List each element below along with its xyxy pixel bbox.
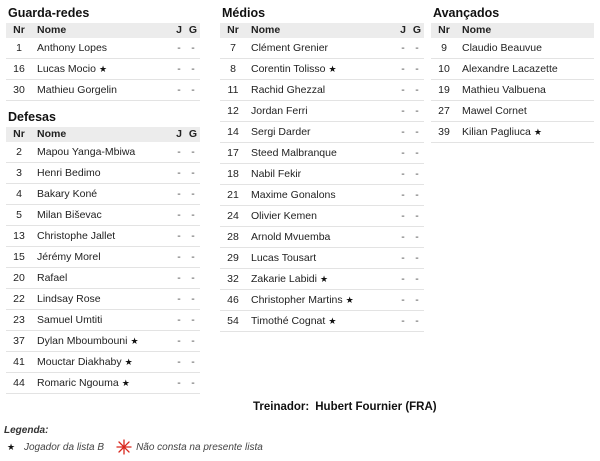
player-games: - xyxy=(172,59,186,80)
player-name: Henri Bedimo xyxy=(37,167,101,179)
header-g: G xyxy=(186,23,200,38)
player-row xyxy=(6,80,200,101)
player-games: - xyxy=(172,310,186,331)
player-number: 22 xyxy=(6,289,32,310)
player-name: Olivier Kemen xyxy=(251,210,317,222)
player-number: 11 xyxy=(220,80,246,101)
player-row xyxy=(220,311,424,332)
player-games: - xyxy=(396,38,410,59)
table-gk xyxy=(6,23,200,101)
column-mid xyxy=(220,3,424,332)
player-number: 15 xyxy=(6,247,32,268)
table-header-row xyxy=(431,23,594,38)
player-goals: - xyxy=(410,101,424,122)
player-goals: - xyxy=(186,247,200,268)
player-name: Rafael xyxy=(37,272,68,284)
table-body-gk xyxy=(6,38,200,101)
player-name-cell xyxy=(32,226,172,247)
table-fw xyxy=(431,23,594,143)
player-row xyxy=(220,248,424,269)
legend-star-text: Jogador da lista B xyxy=(24,441,105,453)
player-games: - xyxy=(172,331,186,352)
player-number: 54 xyxy=(220,311,246,332)
player-games: - xyxy=(396,143,410,164)
player-name-cell xyxy=(32,163,172,184)
player-name: Steed Malbranque xyxy=(251,147,337,159)
player-row xyxy=(220,59,424,80)
player-goals: - xyxy=(186,310,200,331)
player-games: - xyxy=(396,290,410,311)
player-name: Lucas Tousart xyxy=(251,252,317,264)
player-row xyxy=(220,122,424,143)
player-row xyxy=(220,185,424,206)
header-nome: Nome xyxy=(32,127,172,142)
player-number: 41 xyxy=(6,352,32,373)
player-goals: - xyxy=(410,185,424,206)
player-name-cell xyxy=(457,101,594,122)
legend-row xyxy=(4,439,263,455)
player-number: 27 xyxy=(431,101,457,122)
player-name-cell xyxy=(246,185,396,206)
player-name: Nabil Fekir xyxy=(251,168,302,180)
player-name-cell xyxy=(246,80,396,101)
coach-line xyxy=(253,401,437,413)
player-goals: - xyxy=(410,38,424,59)
header-j: J xyxy=(172,127,186,142)
player-games: - xyxy=(396,269,410,290)
player-name: Claudio Beauvue xyxy=(462,42,542,54)
player-number: 23 xyxy=(6,310,32,331)
player-name: Mathieu Gorgelin xyxy=(37,84,117,96)
player-games: - xyxy=(396,80,410,101)
player-name: Corentin Tolisso xyxy=(251,63,326,75)
player-goals: - xyxy=(186,331,200,352)
table-def xyxy=(6,127,200,394)
player-goals: - xyxy=(410,248,424,269)
player-number: 16 xyxy=(6,59,32,80)
player-name-cell xyxy=(32,268,172,289)
player-goals: - xyxy=(186,184,200,205)
player-name-cell xyxy=(32,331,172,352)
player-name-cell xyxy=(246,122,396,143)
section-title-fw: Avançados xyxy=(433,6,500,20)
player-number: 3 xyxy=(6,163,32,184)
player-name-cell xyxy=(32,289,172,310)
player-name-cell xyxy=(32,59,172,80)
player-games: - xyxy=(396,164,410,185)
player-number: 44 xyxy=(6,373,32,394)
player-name: Zakarie Labidi xyxy=(251,273,317,285)
table-header-row xyxy=(220,23,424,38)
player-games: - xyxy=(172,289,186,310)
player-goals: - xyxy=(410,164,424,185)
player-name-cell xyxy=(457,122,594,143)
coach-label: Treinador: xyxy=(253,401,310,413)
player-name-cell xyxy=(32,373,172,394)
player-row xyxy=(431,38,594,59)
player-row xyxy=(6,247,200,268)
star-icon: ★ xyxy=(6,441,16,452)
player-games: - xyxy=(172,38,186,59)
player-row xyxy=(6,289,200,310)
player-row xyxy=(220,290,424,311)
player-name-cell xyxy=(246,38,396,59)
player-name: Alexandre Lacazette xyxy=(462,63,558,75)
player-name-cell xyxy=(246,143,396,164)
player-row xyxy=(220,206,424,227)
header-j: J xyxy=(396,23,410,38)
player-number: 30 xyxy=(6,80,32,101)
player-games: - xyxy=(172,268,186,289)
player-games: - xyxy=(396,227,410,248)
player-name: Kilian Pagliuca xyxy=(462,126,531,138)
section-title-def: Defesas xyxy=(8,110,56,124)
player-games: - xyxy=(396,206,410,227)
player-number: 13 xyxy=(6,226,32,247)
player-games: - xyxy=(172,80,186,101)
player-row xyxy=(220,227,424,248)
red-asterisk-icon xyxy=(116,439,132,455)
player-row xyxy=(6,163,200,184)
player-row xyxy=(220,38,424,59)
header-nr: Nr xyxy=(431,23,457,38)
star-icon: ★ xyxy=(98,64,108,74)
coach-name: Hubert Fournier (FRA) xyxy=(315,401,437,413)
player-number: 9 xyxy=(431,38,457,59)
player-goals: - xyxy=(410,311,424,332)
player-name-cell xyxy=(246,248,396,269)
player-games: - xyxy=(396,101,410,122)
player-goals: - xyxy=(186,38,200,59)
player-name-cell xyxy=(246,101,396,122)
player-goals: - xyxy=(410,206,424,227)
player-name-cell xyxy=(32,247,172,268)
player-name-cell xyxy=(246,164,396,185)
player-name-cell xyxy=(32,184,172,205)
star-icon: ★ xyxy=(328,64,337,74)
player-row xyxy=(6,352,200,373)
player-goals: - xyxy=(410,59,424,80)
player-number: 12 xyxy=(220,101,246,122)
player-name: Rachid Ghezzal xyxy=(251,84,326,96)
player-row xyxy=(220,101,424,122)
player-number: 39 xyxy=(431,122,457,143)
star-icon: ★ xyxy=(319,274,329,284)
player-goals: - xyxy=(186,352,200,373)
player-row xyxy=(431,59,594,80)
player-number: 5 xyxy=(6,205,32,226)
player-number: 14 xyxy=(220,122,246,143)
player-name-cell xyxy=(32,352,172,373)
player-row xyxy=(220,269,424,290)
header-j: J xyxy=(172,23,186,38)
player-name-cell xyxy=(32,142,172,163)
player-number: 19 xyxy=(431,80,457,101)
player-games: - xyxy=(396,311,410,332)
player-row xyxy=(6,184,200,205)
player-number: 46 xyxy=(220,290,246,311)
player-name: Mouctar Diakhaby xyxy=(37,356,122,368)
player-name-cell xyxy=(32,80,172,101)
player-number: 37 xyxy=(6,331,32,352)
player-name: Dylan Mboumbouni xyxy=(37,335,128,347)
player-games: - xyxy=(172,184,186,205)
player-goals: - xyxy=(186,59,200,80)
player-games: - xyxy=(396,122,410,143)
star-icon: ★ xyxy=(533,127,542,137)
player-number: 4 xyxy=(6,184,32,205)
player-name: Sergi Darder xyxy=(251,126,311,138)
player-name: Jérémy Morel xyxy=(37,251,101,263)
player-name-cell xyxy=(246,311,396,332)
player-name-cell xyxy=(32,205,172,226)
header-nr: Nr xyxy=(220,23,246,38)
player-number: 28 xyxy=(220,227,246,248)
player-row xyxy=(6,373,200,394)
header-nr: Nr xyxy=(6,127,32,142)
table-body-mid xyxy=(220,38,424,332)
player-name: Anthony Lopes xyxy=(37,42,108,54)
player-name-cell xyxy=(246,59,396,80)
header-g: G xyxy=(186,127,200,142)
player-name: Arnold Mvuemba xyxy=(251,231,331,243)
player-name: Jordan Ferri xyxy=(251,105,308,117)
player-row xyxy=(220,80,424,101)
player-row xyxy=(6,331,200,352)
player-row xyxy=(431,80,594,101)
player-number: 2 xyxy=(6,142,32,163)
player-number: 29 xyxy=(220,248,246,269)
player-number: 7 xyxy=(220,38,246,59)
header-nr: Nr xyxy=(6,23,32,38)
player-row xyxy=(220,164,424,185)
player-name: Milan Biševac xyxy=(37,209,102,221)
player-row xyxy=(6,226,200,247)
player-name-cell xyxy=(32,38,172,59)
player-number: 17 xyxy=(220,143,246,164)
star-icon: ★ xyxy=(328,316,337,326)
header-nome: Nome xyxy=(32,23,172,38)
column-gk-def xyxy=(6,3,200,394)
star-icon: ★ xyxy=(121,378,130,388)
header-g: G xyxy=(410,23,424,38)
player-row xyxy=(6,142,200,163)
player-row xyxy=(6,38,200,59)
player-name: Maxime Gonalons xyxy=(251,189,336,201)
player-games: - xyxy=(172,352,186,373)
player-name: Christopher Martins xyxy=(251,294,343,306)
legend xyxy=(4,424,263,455)
section-title-gk: Guarda-redes xyxy=(8,6,90,20)
player-goals: - xyxy=(410,80,424,101)
player-name: Lucas Mocio xyxy=(37,63,96,75)
player-row xyxy=(431,122,594,143)
player-name: Mapou Yanga-Mbiwa xyxy=(37,146,136,158)
player-row xyxy=(6,310,200,331)
player-goals: - xyxy=(410,227,424,248)
player-goals: - xyxy=(186,268,200,289)
table-body-fw xyxy=(431,38,594,143)
player-goals: - xyxy=(410,143,424,164)
player-goals: - xyxy=(186,163,200,184)
player-goals: - xyxy=(186,373,200,394)
player-number: 20 xyxy=(6,268,32,289)
player-number: 8 xyxy=(220,59,246,80)
section-title-mid: Médios xyxy=(222,6,266,20)
player-games: - xyxy=(172,247,186,268)
player-name: Romaric Ngouma xyxy=(37,377,119,389)
player-games: - xyxy=(396,248,410,269)
player-number: 32 xyxy=(220,269,246,290)
player-goals: - xyxy=(410,269,424,290)
player-name: Bakary Koné xyxy=(37,188,98,200)
player-name-cell xyxy=(457,59,594,80)
player-games: - xyxy=(172,142,186,163)
legend-title: Legenda: xyxy=(4,425,49,436)
player-name-cell xyxy=(246,290,396,311)
star-icon: ★ xyxy=(345,295,354,305)
table-header-row xyxy=(6,127,200,142)
table-mid xyxy=(220,23,424,332)
header-nome: Nome xyxy=(246,23,396,38)
player-goals: - xyxy=(186,205,200,226)
player-games: - xyxy=(172,205,186,226)
player-goals: - xyxy=(410,122,424,143)
column-fw xyxy=(431,3,594,143)
player-number: 24 xyxy=(220,206,246,227)
player-number: 21 xyxy=(220,185,246,206)
player-number: 1 xyxy=(6,38,32,59)
player-goals: - xyxy=(186,289,200,310)
player-games: - xyxy=(396,59,410,80)
player-row xyxy=(6,268,200,289)
player-name: Clément Grenier xyxy=(251,42,329,54)
player-name: Christophe Jallet xyxy=(37,230,116,242)
player-name-cell xyxy=(246,206,396,227)
player-number: 18 xyxy=(220,164,246,185)
player-name-cell xyxy=(457,80,594,101)
player-games: - xyxy=(172,163,186,184)
player-goals: - xyxy=(410,290,424,311)
player-games: - xyxy=(396,185,410,206)
star-icon: ★ xyxy=(124,357,133,367)
player-name: Mathieu Valbuena xyxy=(462,84,546,96)
table-header-row xyxy=(6,23,200,38)
player-name-cell xyxy=(32,310,172,331)
player-name-cell xyxy=(246,269,396,290)
player-goals: - xyxy=(186,226,200,247)
header-nome: Nome xyxy=(457,23,594,38)
player-name: Samuel Umtiti xyxy=(37,314,103,326)
player-name: Mawel Cornet xyxy=(462,105,527,117)
player-name-cell xyxy=(457,38,594,59)
player-goals: - xyxy=(186,142,200,163)
player-row xyxy=(431,101,594,122)
player-row xyxy=(220,143,424,164)
star-icon: ★ xyxy=(130,336,139,346)
player-name: Lindsay Rose xyxy=(37,293,101,305)
legend-absent-text: Não consta na presente lista xyxy=(136,441,263,453)
player-name: Timothé Cognat xyxy=(251,315,326,327)
player-goals: - xyxy=(186,80,200,101)
player-row xyxy=(6,59,200,80)
player-games: - xyxy=(172,226,186,247)
player-row xyxy=(6,205,200,226)
table-body-def xyxy=(6,142,200,394)
player-number: 10 xyxy=(431,59,457,80)
player-name-cell xyxy=(246,227,396,248)
player-games: - xyxy=(172,373,186,394)
